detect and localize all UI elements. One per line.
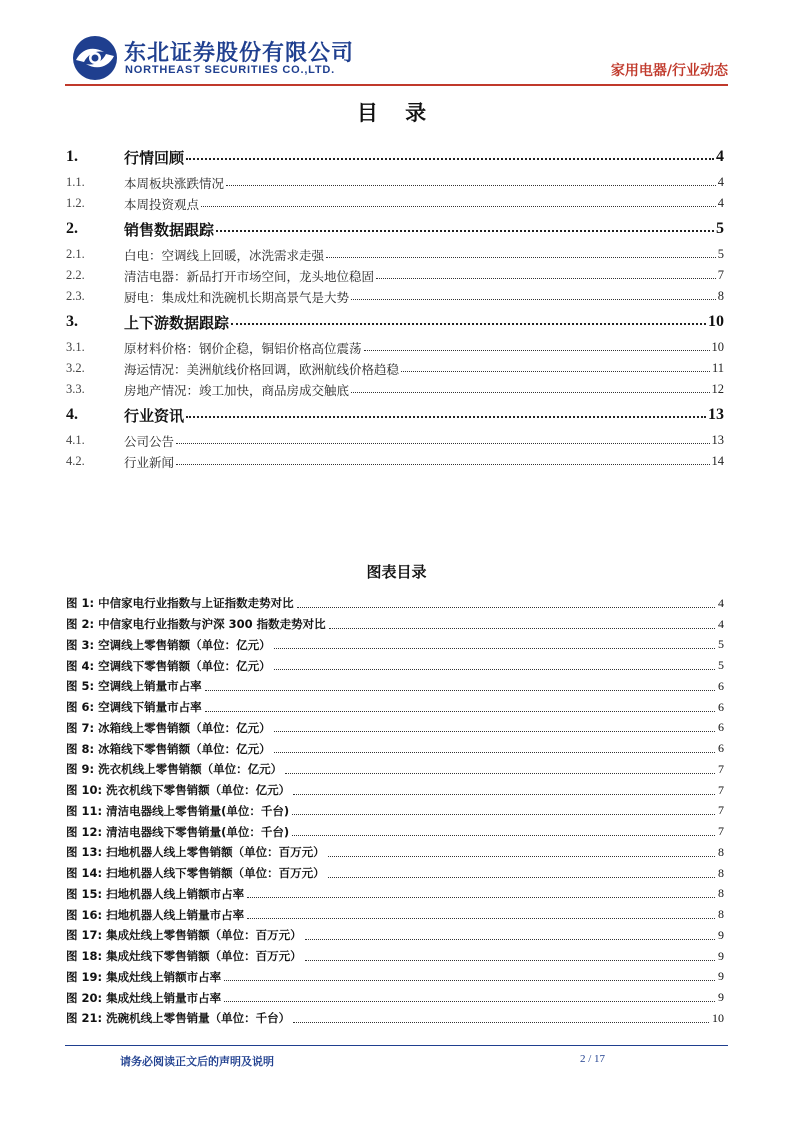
figure-number: 图 9: [66,762,95,777]
figure-label: 扫地机器人线上零售销额（单位：百万元） [106,845,325,860]
dot-leader [186,416,706,418]
figure-number: 图 18: [66,949,103,964]
figure-label: 空调线下零售销额（单位：亿元） [98,658,271,673]
dot-leader [351,299,716,300]
figure-entry[interactable] [66,821,724,842]
northeast-securities-logo-icon [70,34,120,82]
figure-number: 图 5: [66,679,95,694]
entry-number: 1. [66,148,78,165]
figure-label: 集成灶线上零售销额（单位：百万元） [106,928,302,943]
page-number: 2 / 17 [580,1053,606,1065]
figure-number: 图 19: [66,969,103,984]
entry-number: 4.2. [66,454,85,468]
dot-leader [247,897,715,898]
dot-leader [293,1022,709,1023]
figure-entry[interactable] [66,635,724,656]
entry-page: 4 [717,196,724,210]
entry-label: 白电：空调线上回暖，冰洗需求走强 [124,247,325,263]
figure-entry[interactable] [66,946,724,967]
entry-page: 8 [717,289,724,303]
dot-leader [201,206,716,207]
toc-title: 目 录 [356,100,437,125]
figure-entry[interactable] [66,1008,724,1029]
entry-number: 1.2. [66,196,85,210]
dot-leader [274,752,715,753]
figure-label: 集成灶线上销额市占率 [106,969,222,984]
toc-subsection[interactable] [66,172,724,193]
figure-page: 7 [718,824,724,839]
figure-page: 4 [718,595,724,610]
figure-number: 图 21: [66,1011,103,1026]
figure-label: 集成灶线上销量市占率 [106,990,222,1005]
toc-subsection[interactable] [66,430,724,451]
figure-number: 图 4: [66,658,95,673]
figure-page: 7 [718,761,724,776]
dot-leader [274,648,715,649]
toc-subsection[interactable] [66,358,724,379]
figure-number: 图 6: [66,700,95,715]
figure-page: 9 [718,969,724,984]
entry-page: 10 [711,340,724,354]
entry-label: 行业新闻 [124,454,175,470]
dot-leader [326,257,716,258]
figure-number: 图 10: [66,783,103,798]
figure-page: 10 [712,1010,724,1025]
entry-page: 5 [717,247,724,261]
figure-number: 图 3: [66,637,95,652]
entry-page: 10 [708,313,724,330]
dot-leader [305,939,715,940]
entry-page: 12 [711,382,724,396]
dot-leader [231,323,706,325]
entry-number: 3.1. [66,340,85,354]
figure-label: 冰箱线上零售销额（单位：亿元） [98,720,271,735]
entry-label: 本周板块涨跌情况 [124,175,225,191]
figure-number: 图 14: [66,866,103,881]
disclaimer-note: 请务必阅读正文后的声明及说明 [120,1055,274,1068]
entry-number: 2. [66,220,78,237]
figure-entry[interactable] [66,655,724,676]
entry-label: 行业资讯 [124,406,185,425]
figure-label: 扫地机器人线上销量市占率 [106,907,245,922]
figure-entry[interactable] [66,697,724,718]
company-name-en: NORTHEAST SECURITIES CO.,LTD. [125,64,336,76]
figure-page: 6 [718,699,724,714]
dot-leader [274,669,715,670]
dot-leader [226,185,716,186]
entry-number: 4.1. [66,433,85,447]
figure-label: 洗碗机线上零售销量（单位：千台） [106,1011,291,1026]
entry-number: 2.2. [66,268,85,282]
entry-page: 7 [717,268,724,282]
figure-number: 图 17: [66,928,103,943]
entry-number: 1.1. [66,175,85,189]
figure-page: 9 [718,927,724,942]
figure-page: 7 [718,782,724,797]
entry-label: 清洁电器：新品打开市场空间，龙头地位稳固 [124,268,375,284]
figure-entry[interactable] [66,925,724,946]
company-name-cn: 东北证券股份有限公司 [124,41,355,66]
toc-section[interactable] [66,400,724,430]
footer-divider [65,1045,728,1046]
figure-page: 8 [718,865,724,880]
toc-subsection[interactable] [66,193,724,214]
dot-leader [292,835,715,836]
figure-page: 9 [718,948,724,963]
figure-number: 图 20: [66,990,103,1005]
dot-leader [205,690,715,691]
figure-number: 图 7: [66,720,95,735]
figure-label: 清洁电器线上零售销量(单位：千台) [106,803,290,818]
report-category: 家用电器/行业动态 [610,63,728,79]
figure-number: 图 11: [66,803,103,818]
dot-leader [186,158,714,160]
figure-entry[interactable] [66,718,724,739]
dot-leader [297,607,715,608]
dot-leader [305,960,715,961]
dot-leader [224,980,715,981]
figure-number: 图 1: [66,596,95,611]
figure-label: 洗衣机线上零售销额（单位：亿元） [98,762,283,777]
entry-number: 3.2. [66,361,85,375]
dot-leader [376,278,716,279]
figure-entry[interactable] [66,967,724,988]
figure-page: 5 [718,637,724,652]
figure-entry[interactable] [66,987,724,1008]
entry-label: 行情回顾 [124,148,185,167]
dot-leader [216,230,714,232]
figure-number: 图 12: [66,824,103,839]
entry-page: 5 [716,220,724,237]
dot-leader [274,731,715,732]
figure-label: 中信家电行业指数与上证指数走势对比 [98,596,294,611]
entry-page: 13 [711,433,724,447]
dot-leader [285,773,715,774]
figure-label: 空调线上零售销额（单位：亿元） [98,637,271,652]
figure-page: 5 [718,658,724,673]
figure-page: 4 [718,616,724,631]
entry-page: 14 [711,454,724,468]
figure-entry[interactable] [66,738,724,759]
toc-section[interactable] [66,142,724,172]
figure-number: 图 16: [66,907,103,922]
dot-leader [328,877,715,878]
dot-leader [176,443,709,444]
figure-label: 清洁电器线下零售销量(单位：千台) [106,824,290,839]
toc-subsection[interactable] [66,379,724,400]
toc-subsection[interactable] [66,337,724,358]
toc-section[interactable] [66,307,724,337]
dot-leader [205,711,715,712]
entry-number: 3.3. [66,382,85,396]
figure-label: 洗衣机线下零售销额（单位：亿元） [106,783,291,798]
dot-leader [364,350,710,351]
toc-subsection[interactable] [66,244,724,265]
figure-page: 8 [718,886,724,901]
entry-page: 11 [711,361,724,375]
figure-number: 图 13: [66,845,103,860]
figure-page: 9 [718,990,724,1005]
figure-number: 图 8: [66,741,95,756]
figure-entry[interactable] [66,801,724,822]
entry-label: 厨电：集成灶和洗碗机长期高景气是大势 [124,289,350,305]
toc-subsection[interactable] [66,451,724,472]
entry-label: 房地产情况：竣工加快，商品房成交触底 [124,382,350,398]
figure-page: 8 [718,907,724,922]
figure-entry[interactable] [66,842,724,863]
entry-page: 4 [716,148,724,165]
entry-label: 原材料价格：钢价企稳，铜铝价格高位震荡 [124,340,362,356]
figure-label: 扫地机器人线上销额市占率 [106,886,245,901]
entry-label: 公司公告 [124,433,175,449]
entry-label: 上下游数据跟踪 [124,313,230,332]
dot-leader [328,856,715,857]
dot-leader [293,794,715,795]
figure-entry[interactable] [66,759,724,780]
entry-label: 海运情况：美洲航线价格回调，欧洲航线价格趋稳 [124,361,400,377]
dot-leader [292,814,715,815]
header-divider [65,84,728,86]
figure-entry[interactable] [66,676,724,697]
figure-entry[interactable] [66,863,724,884]
entry-page: 13 [708,406,724,423]
list-of-figures [66,593,724,1029]
dot-leader [224,1001,715,1002]
entry-label: 本周投资观点 [124,196,200,212]
figure-label: 中信家电行业指数与沪深 300 指数走势对比 [98,617,326,632]
figure-page: 6 [718,741,724,756]
figure-label: 集成灶线下零售销额（单位：百万元） [106,949,302,964]
entry-page: 4 [717,175,724,189]
figure-number: 图 15: [66,886,103,901]
figure-label: 空调线下销量市占率 [98,700,202,715]
figure-entry[interactable] [66,614,724,635]
figure-number: 图 2: [66,617,95,632]
figure-page: 8 [718,844,724,859]
entry-number: 2.3. [66,289,85,303]
table-of-contents [66,142,724,472]
figure-page: 6 [718,720,724,735]
figure-label: 空调线上销量市占率 [98,679,202,694]
dot-leader [247,918,715,919]
toc-subsection[interactable] [66,265,724,286]
entry-label: 销售数据跟踪 [124,220,215,239]
figure-entry[interactable] [66,904,724,925]
toc-section[interactable] [66,214,724,244]
figure-label: 扫地机器人线下零售销额（单位：百万元） [106,866,325,881]
figure-entry[interactable] [66,884,724,905]
dot-leader [176,464,709,465]
entry-number: 4. [66,406,78,423]
dot-leader [351,392,709,393]
figure-page: 7 [718,803,724,818]
entry-number: 2.1. [66,247,85,261]
figure-entry[interactable] [66,593,724,614]
toc-subsection[interactable] [66,286,724,307]
dot-leader [329,628,715,629]
entry-number: 3. [66,313,78,330]
figure-entry[interactable] [66,780,724,801]
figures-title: 图表目录 [366,563,427,581]
figure-page: 6 [718,678,724,693]
figure-label: 冰箱线下零售销额（单位：亿元） [98,741,271,756]
dot-leader [401,371,710,372]
